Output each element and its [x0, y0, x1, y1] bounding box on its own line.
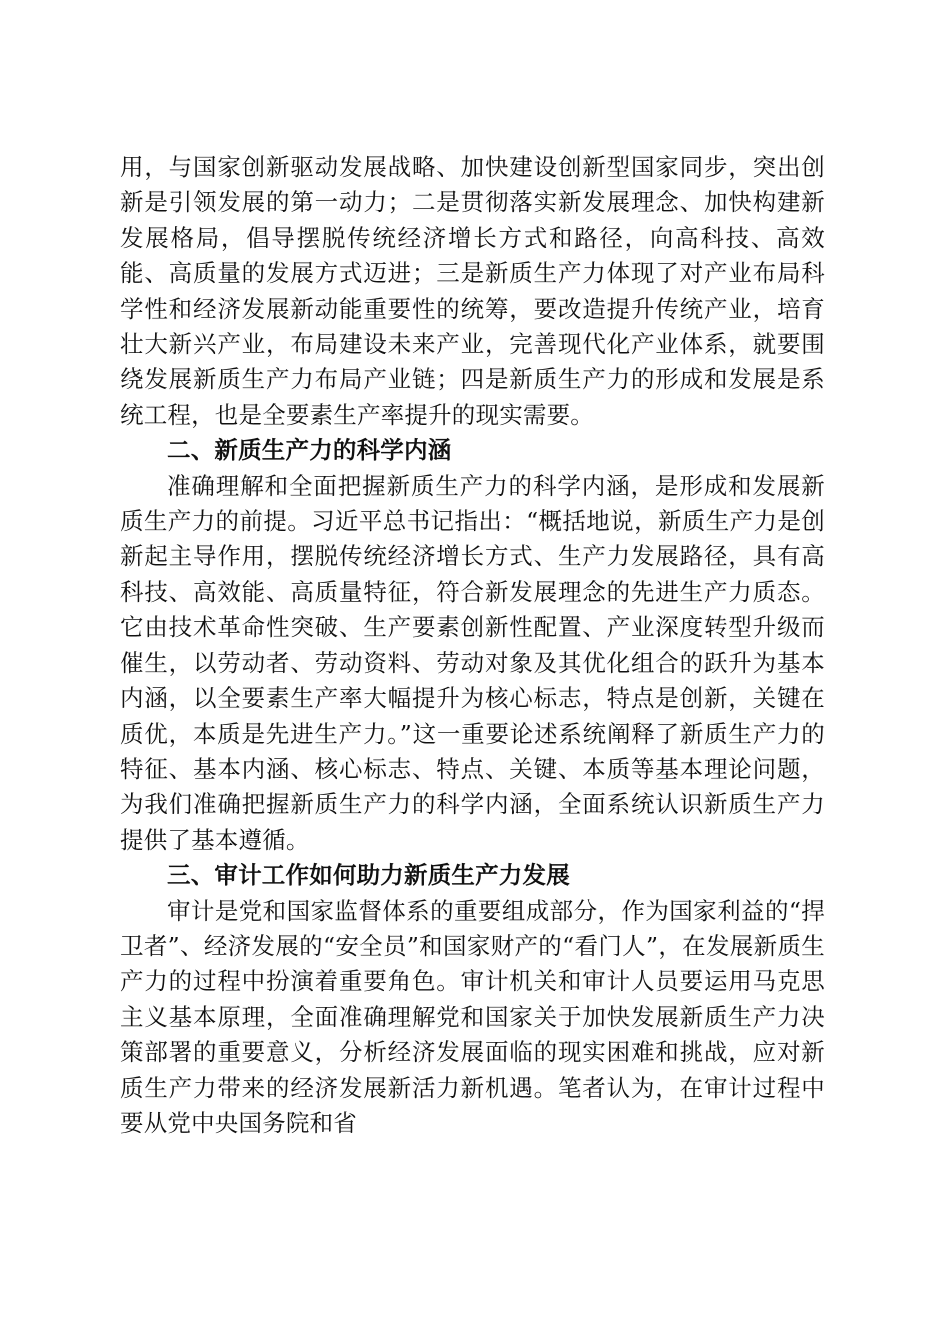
section-heading-3: 三、审计工作如何助力新质生产力发展: [167, 861, 570, 890]
paragraph-scientific-connotation: 准确理解和全面把握新质生产力的科学内涵，是形成和发展新质生产力的前提。习近平总书记指出：“概括地说，新质生产力是创新起主导作用，摆脱传统经济增长方式、生产力发展路径，具有高科技、高效能、高质量特征，符合新发展理念的先进生产力质态。它由技术革命性突破、生产要素创新性配置、产业深度转型升级而催生，以劳动者、劳动资料、劳动对象及其优化组合的跃升为基本内涵，以全要素生产率大幅提升为核心标志，特点是创新，关键在质优，本质是先进生产力。”这一重要论述系统阐释了新质生产力的特征、基本内涵、核心标志、特点、关键、本质等基本理论问题，为我们准确把握新质生产力的科学内涵，全面系统认识新质生产力提供了基本遵循。: [120, 471, 825, 854]
section-heading-2: 二、新质生产力的科学内涵: [167, 436, 452, 465]
document-page: [120, 150, 825, 1141]
paragraph-continuation: 用，与国家创新驱动发展战略、加快建设创新型国家同步，突出创新是引领发展的第一动力；二是贯彻落实新发展理念、加快构建新发展格局，倡导摆脱传统经济增长方式和路径，向高科技、高效能、高质量的发展方式迈进；三是新质生产力体现了对产业布局科学性和经济发展新动能重要性的统筹，要改造提升传统产业，培育壮大新兴产业，布局建设未来产业，完善现代化产业体系，就要围绕发展新质生产力布局产业链；四是新质生产力的形成和发展是系统工程，也是全要素生产率提升的现实需要。: [120, 153, 825, 429]
paragraph-audit-work: 审计是党和国家监督体系的重要组成部分，作为国家利益的“捍卫者”、经济发展的“安全员”和国家财产的“看门人”，在发展新质生产力的过程中扮演着重要角色。审计机关和审计人员要运用马克思主义基本原理，全面准确理解党和国家关于加快发展新质生产力决策部署的重要意义，分析经济发展面临的现实困难和挑战，应对新质生产力带来的经济发展新活力新机遇。笔者认为，在审计过程中要从党中央国务院和省: [120, 896, 825, 1137]
